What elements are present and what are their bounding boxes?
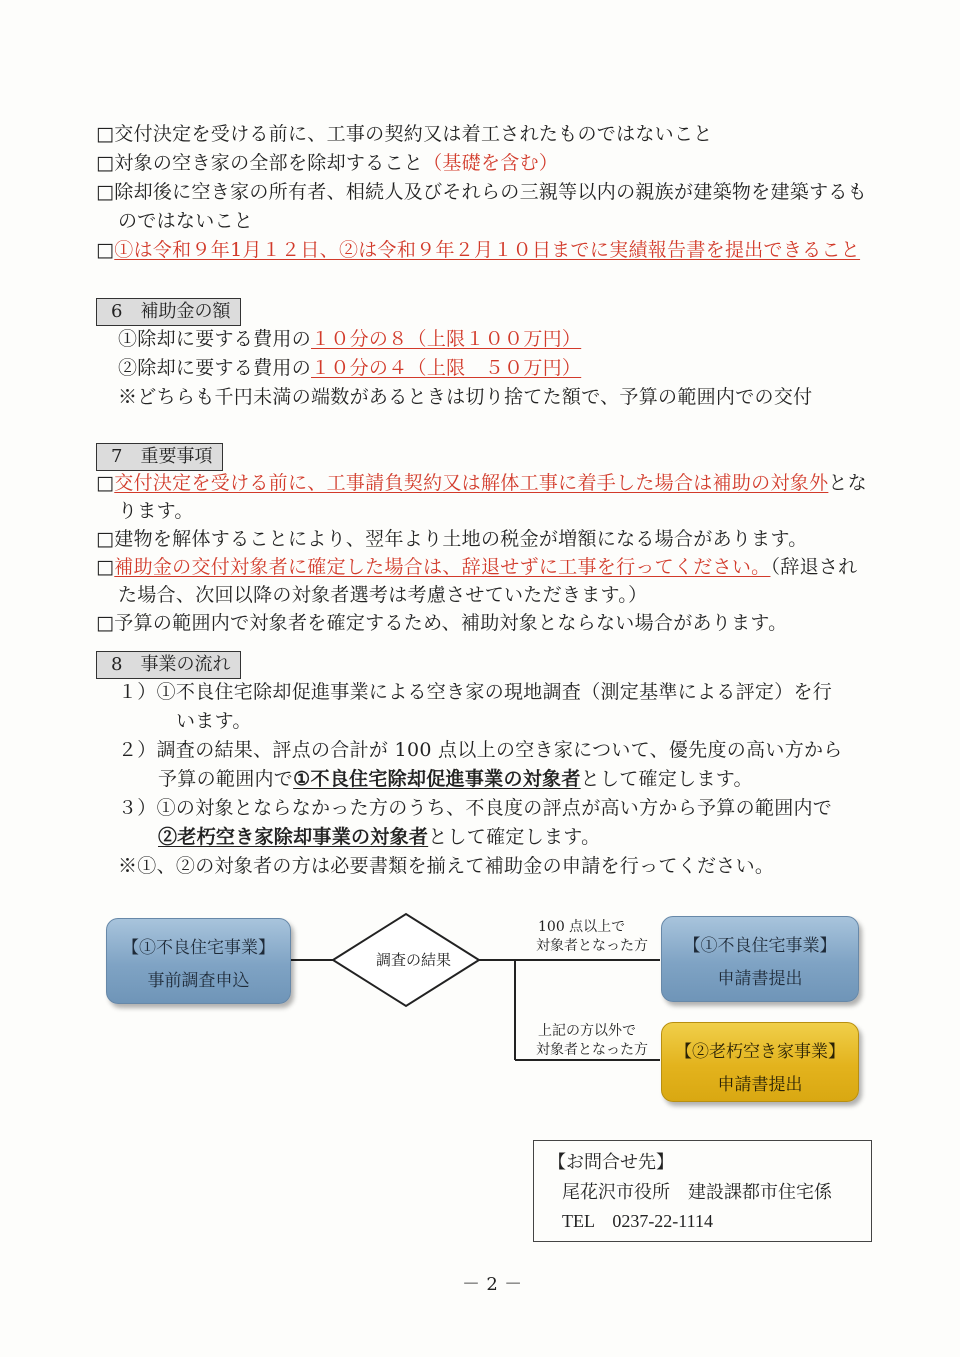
page-number: － 2 －: [462, 1274, 523, 1295]
condition-item-4: □①は令和９年1月１２日、②は令和９年２月１０日までに実績報告書を提出できること: [96, 239, 861, 261]
condition-item-3-cont: のではないこと: [118, 210, 254, 232]
subsidy-item-2: ②除却に要する費用の１０分の４（上限 ５０万円）: [118, 357, 582, 379]
subsidy-note: ※どちらも千円未満の端数があるときは切り捨てた額で、予算の範囲内での交付: [118, 386, 813, 408]
contact-office: 尾花沢市役所 建設課都市住宅係: [562, 1182, 832, 1203]
checkbox-icon: □: [96, 472, 115, 494]
checkbox-icon: □: [96, 181, 115, 203]
section-6-heading: 6 補助金の額: [96, 298, 241, 326]
checkbox-icon: □: [96, 612, 115, 634]
important-item-1-cont: ります。: [118, 500, 194, 522]
important-item-1: □交付決定を受ける前に、工事請負契約又は解体工事に着手した場合は補助の対象外とな: [96, 472, 867, 494]
flow-step-2-cont: 予算の範囲内で①不良住宅除却促進事業の対象者として確定します。: [158, 768, 753, 790]
checkbox-icon: □: [96, 123, 115, 145]
start-box: 【①不良住宅事業】 事前調査申込: [106, 918, 291, 1004]
important-item-4: □予算の範囲内で対象者を確定するため、補助対象とならない場合があります。: [96, 612, 788, 634]
important-item-3-cont: た場合、次回以降の対象者選考は考慮させていただきます。）: [118, 584, 648, 606]
contact-tel: TEL 0237-22-1114: [562, 1211, 713, 1231]
important-item-2: □建物を解体することにより、翌年より土地の税金が増額になる場合があります。: [96, 528, 808, 550]
decision-label: 調査の結果: [376, 951, 452, 969]
section-7-heading: 7 重要事項: [96, 443, 223, 471]
condition-item-2: □対象の空き家の全部を除却すること（基礎を含む）: [96, 152, 559, 174]
contact-box: [533, 1140, 872, 1242]
section-8-heading: 8 事業の流れ: [96, 651, 241, 679]
branch-2-label-line1: 上記の方以外で: [538, 1023, 636, 1039]
condition-item-1: □交付決定を受ける前に、工事の契約又は着工されたものではないこと: [96, 123, 713, 145]
important-item-3: □補助金の交付対象者に確定した場合は、辞退せずに工事を行ってください。（辞退され: [96, 556, 858, 578]
checkbox-icon: □: [96, 556, 115, 578]
flow-step-3: ３）①の対象とならなかった方のうち、不良度の評点が高い方から予算の範囲内で: [118, 797, 833, 819]
branch-1-label-line2: 対象者となった方: [536, 938, 648, 954]
flow-note: ※①、②の対象者の方は必要書類を揃えて補助金の申請を行ってください。: [118, 855, 775, 877]
branch-1-box: 【①不良住宅事業】 申請書提出: [661, 916, 859, 1002]
branch-2-label-line2: 対象者となった方: [536, 1042, 648, 1058]
flow-step-3-cont: ②老朽空き家除却事業の対象者として確定します。: [158, 826, 601, 848]
checkbox-icon: □: [96, 239, 115, 261]
condition-item-3: □除却後に空き家の所有者、相続人及びそれらの三親等以内の親族が建築物を建築するも: [96, 181, 867, 203]
flow-step-1-cont: います。: [176, 710, 252, 732]
checkbox-icon: □: [96, 528, 115, 550]
flow-step-1: １）①不良住宅除却促進事業による空き家の現地調査（測定基準による評定）を行: [118, 681, 833, 703]
flow-step-2: ２）調査の結果、評点の合計が 100 点以上の空き家について、優先度の高い方から: [118, 739, 843, 761]
branch-2-box: 【②老朽空き家事業】 申請書提出: [661, 1022, 859, 1102]
subsidy-item-1: ①除却に要する費用の１０分の８（上限１００万円）: [118, 328, 582, 350]
checkbox-icon: □: [96, 152, 115, 174]
branch-1-label-line1: 100 点以上で: [538, 919, 626, 935]
contact-heading: 【お問合せ先】: [548, 1152, 674, 1173]
